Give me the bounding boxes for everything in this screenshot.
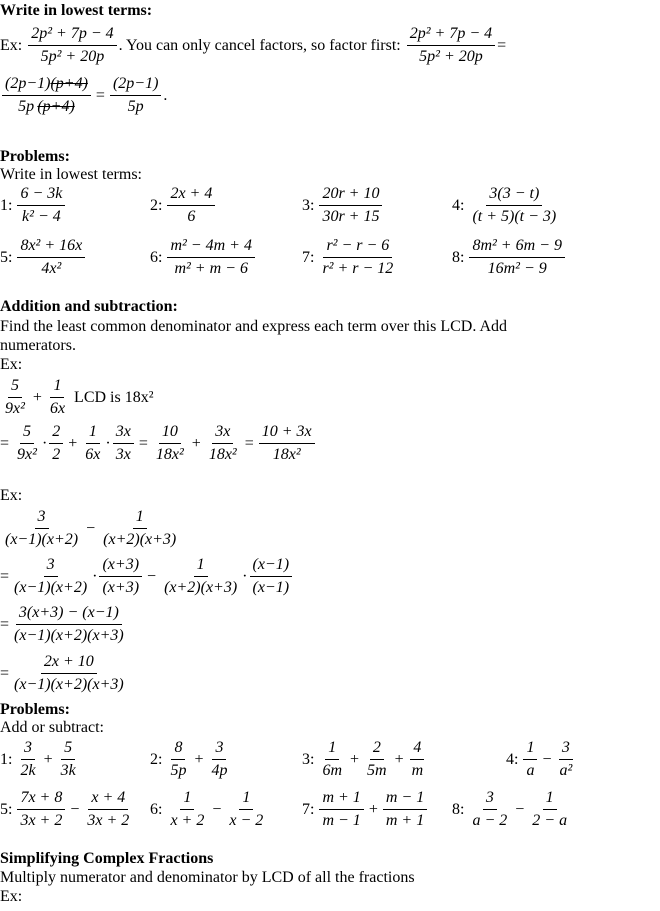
operator-sign: + (43, 750, 53, 768)
fraction (167, 788, 207, 831)
fraction-denominator: 5p² + 20p (419, 48, 483, 65)
fraction (11, 555, 90, 598)
problem-item (302, 738, 428, 781)
fraction-denominator: m − 1 (322, 812, 361, 829)
problem-number: 6: (150, 800, 163, 818)
fraction-denominator: 2k (20, 762, 36, 779)
operator-sign: − (542, 750, 552, 768)
fraction-denominator: 5m (367, 762, 387, 779)
fraction-denominator: 2 (52, 446, 61, 463)
problem-number: 8: (452, 248, 465, 266)
fraction-numerator: 3 (35, 507, 49, 529)
example-addition-1 (0, 376, 158, 419)
multiply-dot: · (105, 434, 111, 452)
fraction (529, 788, 570, 831)
factor: (2p−1) (5, 75, 51, 92)
fraction-denominator: 4x² (41, 260, 62, 277)
fraction-denominator: 18x² (272, 446, 301, 463)
fraction-denominator: a − 2 (472, 812, 508, 829)
operator-sign: + (350, 750, 360, 768)
problem-number: 1: (0, 196, 13, 214)
fraction-denominator: 6 (187, 208, 196, 225)
section-heading-addition: Addition and subtraction: (0, 298, 178, 315)
fraction (259, 422, 315, 465)
fraction (100, 507, 179, 550)
problem-item (452, 184, 561, 227)
fraction (2, 507, 81, 550)
fraction-numerator: 1 (50, 376, 64, 398)
fraction (319, 236, 396, 279)
fraction-numerator: 3 (44, 555, 58, 577)
operator-sign: + (368, 800, 378, 818)
fraction (469, 236, 565, 279)
equals-sign: = (0, 664, 10, 682)
multiply-dot: · (92, 567, 98, 585)
problem-item (506, 738, 577, 781)
problem-number: 2: (150, 750, 163, 768)
fraction-numerator: 1 (543, 788, 557, 810)
problem-item (0, 236, 87, 279)
fraction-denominator: (t + 5)(t − 3) (472, 208, 557, 225)
example-subtraction-result (0, 652, 129, 695)
fraction-numerator: 2x + 10 (41, 652, 97, 674)
plus-sign: + (32, 388, 42, 406)
problem-item (452, 788, 572, 831)
problem-number: 3: (302, 750, 315, 768)
example-label: Ex: (0, 487, 23, 504)
fraction (84, 788, 132, 831)
example-label: Ex: (0, 888, 23, 905)
cancelled-factor: (p+4) (37, 98, 75, 115)
problem-item (452, 236, 567, 279)
fraction-numerator: 3 (559, 738, 573, 760)
problems-heading-2: Problems: (0, 701, 70, 718)
fraction-numerator: 1 (523, 738, 537, 760)
fraction-denominator: 3x + 2 (20, 812, 63, 829)
fraction-numerator: (x+3) (99, 555, 142, 577)
fraction-numerator: 3x (113, 422, 134, 444)
fraction-numerator: 1 (180, 788, 194, 810)
fraction-denominator: 18x² (208, 446, 237, 463)
example-label: Ex: (0, 356, 23, 373)
fraction-denominator: (x+3) (102, 579, 140, 596)
equals-sign: = (244, 434, 254, 452)
fraction-denominator: 6m (322, 762, 343, 779)
fraction (250, 555, 293, 598)
problem-item (0, 788, 134, 831)
example-lowest-terms (0, 24, 506, 67)
fraction-numerator: 10 + 3x (259, 422, 315, 444)
fraction-numerator: 2p² + 7p − 4 (28, 24, 116, 46)
section-heading-lowest-terms: Write in lowest terms: (0, 2, 153, 19)
fraction (153, 422, 187, 465)
problem-number: 7: (302, 800, 315, 818)
problem-number: 2: (150, 196, 163, 214)
fraction-denominator: (x−1)(x+2) (5, 531, 79, 548)
fraction-numerator: (x−1) (250, 555, 293, 577)
plus-sign: + (68, 434, 78, 452)
equals-sign: = (0, 615, 10, 633)
minus-sign: − (86, 519, 96, 537)
fraction-numerator: 2 (370, 738, 384, 760)
fraction-numerator: 5 (8, 376, 22, 398)
fraction-numerator: 6 − 3k (17, 184, 65, 206)
fraction-numerator: 3 (212, 738, 226, 760)
fraction (11, 652, 127, 695)
fraction-denominator: 9x² (17, 446, 37, 463)
fraction (208, 738, 230, 781)
fraction-numerator: m + 1 (319, 788, 363, 810)
problem-number: 4: (506, 750, 519, 768)
fraction-denominator: 3x (115, 446, 131, 463)
fraction (206, 422, 240, 465)
problem-number: 6: (150, 248, 163, 266)
fraction (113, 422, 134, 465)
example-subtraction-expansion (0, 555, 294, 598)
fraction-denominator: (x−1)(x+2)(x+3) (14, 627, 124, 644)
fraction-denominator: (x−1)(x+2)(x+3) (14, 676, 124, 693)
fraction-numerator: 3(3 − t) (486, 184, 542, 206)
problems-heading-1: Problems: (0, 148, 70, 165)
fraction-denominator: a² (559, 762, 573, 779)
problem-item (150, 184, 217, 227)
fraction (167, 236, 255, 279)
operator-sign: − (70, 800, 80, 818)
fraction-denominator: m (411, 762, 424, 779)
fraction (47, 376, 68, 419)
problem-number: 4: (452, 196, 465, 214)
problems-instruction-2: Add or subtract: (0, 719, 104, 736)
fraction (226, 788, 266, 831)
fraction-denominator (15, 96, 78, 117)
example-fraction (28, 24, 116, 67)
fraction-denominator: (x−1) (252, 579, 290, 596)
fraction-numerator: 2 (49, 422, 63, 444)
problem-item (150, 236, 257, 279)
fraction (383, 788, 427, 831)
lcd-text: LCD is 18x² (74, 388, 154, 406)
section-instruction-line1: Find the least common denominator and express each term over this LCD. Add (0, 318, 507, 335)
fraction (49, 422, 63, 465)
fraction-denominator: (x−1)(x+2) (14, 579, 88, 596)
example-factored (0, 74, 167, 117)
fraction-numerator: 10 (159, 422, 181, 444)
problem-number: 5: (0, 800, 13, 818)
fraction-numerator: 2x + 4 (167, 184, 215, 206)
fraction-denominator: 6x (85, 446, 101, 463)
fraction-numerator: 1 (325, 738, 339, 760)
operator-sign: + (394, 750, 404, 768)
fraction-denominator: 5p² + 20p (40, 48, 105, 65)
fraction-denominator: 16m² − 9 (487, 260, 547, 277)
fraction (17, 738, 38, 781)
fraction (469, 788, 510, 831)
fraction-numerator: r² − r − 6 (323, 236, 392, 258)
fraction-denominator: 3x + 2 (87, 812, 130, 829)
fraction-numerator: 5 (61, 738, 75, 760)
fraction (11, 603, 127, 646)
fraction-numerator: 5 (20, 422, 34, 444)
fraction-denominator: x + 2 (170, 812, 205, 829)
problem-number: 3: (302, 196, 315, 214)
cancelled-factor: (p+4) (50, 75, 88, 92)
period: . (163, 86, 168, 104)
problem-item (150, 738, 232, 781)
fraction (99, 555, 142, 598)
fraction-numerator: 1 (133, 507, 147, 529)
fraction-numerator: 2p² + 7p − 4 (407, 24, 495, 46)
plus-sign: + (191, 434, 201, 452)
fraction (469, 184, 559, 227)
fraction-denominator: x − 2 (229, 812, 264, 829)
fraction-numerator: (2p−1) (110, 74, 161, 96)
equals-sign: = (95, 86, 105, 104)
example-label: Ex: (0, 36, 23, 54)
fraction-numerator: 1 (194, 555, 208, 577)
fraction (14, 422, 40, 465)
fraction-denominator: 4p (211, 762, 228, 779)
fraction-numerator: 3x (212, 422, 233, 444)
fraction (319, 788, 363, 831)
result-fraction (110, 74, 161, 117)
fraction-denominator: m² + m − 6 (174, 260, 248, 277)
fraction (2, 376, 28, 419)
fraction-denominator: (x+2)(x+3) (103, 531, 177, 548)
fraction-numerator: 4 (410, 738, 424, 760)
section-instruction-complex: Multiply numerator and denominator by LCD of all the fractions (0, 869, 415, 886)
problem-item (302, 236, 398, 279)
example-fraction-2 (407, 24, 495, 67)
fraction (319, 738, 345, 781)
fraction-denominator: 5p (127, 98, 144, 115)
fraction (556, 738, 575, 781)
problem-number: 1: (0, 750, 13, 768)
example-subtraction-combined (0, 603, 129, 646)
fraction-numerator: 7x + 8 (17, 788, 65, 810)
fraction (364, 738, 390, 781)
fraction-numerator: 8x² + 16x (17, 236, 85, 258)
problem-item (302, 788, 429, 831)
section-instruction-line2: numerators. (0, 337, 76, 354)
fraction-numerator: m − 1 (383, 788, 427, 810)
fraction (17, 236, 85, 279)
fraction-numerator: 3(x+3) − (x−1) (16, 603, 122, 625)
fraction-denominator: 3k (60, 762, 76, 779)
multiply-dot: · (41, 434, 48, 452)
problems-instruction-1: Write in lowest terms: (0, 166, 142, 183)
example-subtraction (0, 507, 181, 550)
fraction-denominator: (x+2)(x+3) (164, 579, 238, 596)
fraction-denominator: 18x² (155, 446, 184, 463)
problem-number: 8: (452, 800, 465, 818)
fraction (82, 422, 103, 465)
example-addition-1-expansion (0, 422, 317, 465)
fraction (161, 555, 240, 598)
fraction-numerator: x + 4 (88, 788, 128, 810)
fraction-numerator: m² − 4m + 4 (167, 236, 255, 258)
fraction-numerator: 1 (86, 422, 100, 444)
fraction (409, 738, 427, 781)
fraction-numerator: 1 (239, 788, 253, 810)
fraction-denominator: r² + r − 12 (322, 260, 394, 277)
fraction-numerator: 8m² + 6m − 9 (469, 236, 565, 258)
problem-number: 5: (0, 248, 13, 266)
fraction (17, 184, 65, 227)
fraction-numerator: 8 (171, 738, 185, 760)
fraction-denominator: 9x² (5, 400, 25, 417)
fraction (167, 184, 215, 227)
problem-number: 7: (302, 248, 315, 266)
fraction-numerator: 20r + 10 (319, 184, 382, 206)
operator-sign: + (194, 750, 204, 768)
factored-fraction (2, 74, 91, 117)
fraction-denominator: a (526, 762, 535, 779)
fraction-denominator: 5p (170, 762, 187, 779)
operator-sign: − (212, 800, 222, 818)
operator-sign: − (515, 800, 525, 818)
minus-sign: − (147, 567, 157, 585)
equals-sign: = (0, 567, 10, 585)
problem-item (0, 738, 81, 781)
section-heading-complex-fractions: Simplifying Complex Fractions (0, 850, 214, 867)
equals-sign: = (497, 36, 507, 54)
fraction-denominator: 30r + 15 (322, 208, 380, 225)
equals-sign: = (138, 434, 148, 452)
fraction-denominator: 6x (49, 400, 66, 417)
example-explanation: . You can only cancel factors, so factor first: (118, 36, 401, 54)
fraction-numerator (2, 74, 91, 96)
fraction-numerator: 3 (21, 738, 35, 760)
fraction (167, 738, 189, 781)
fraction-denominator: m + 1 (385, 812, 425, 829)
fraction (319, 184, 382, 227)
fraction (58, 738, 79, 781)
problem-item (0, 184, 67, 227)
factor: 5p (18, 98, 35, 115)
fraction (17, 788, 65, 831)
problem-item (302, 184, 384, 227)
fraction-denominator: 2 − a (532, 812, 568, 829)
multiply-dot: · (242, 567, 248, 585)
fraction (523, 738, 537, 781)
equals-sign: = (0, 434, 10, 452)
fraction-numerator: 3 (483, 788, 497, 810)
fraction-denominator: k² − 4 (22, 208, 61, 225)
problem-item (150, 788, 268, 831)
